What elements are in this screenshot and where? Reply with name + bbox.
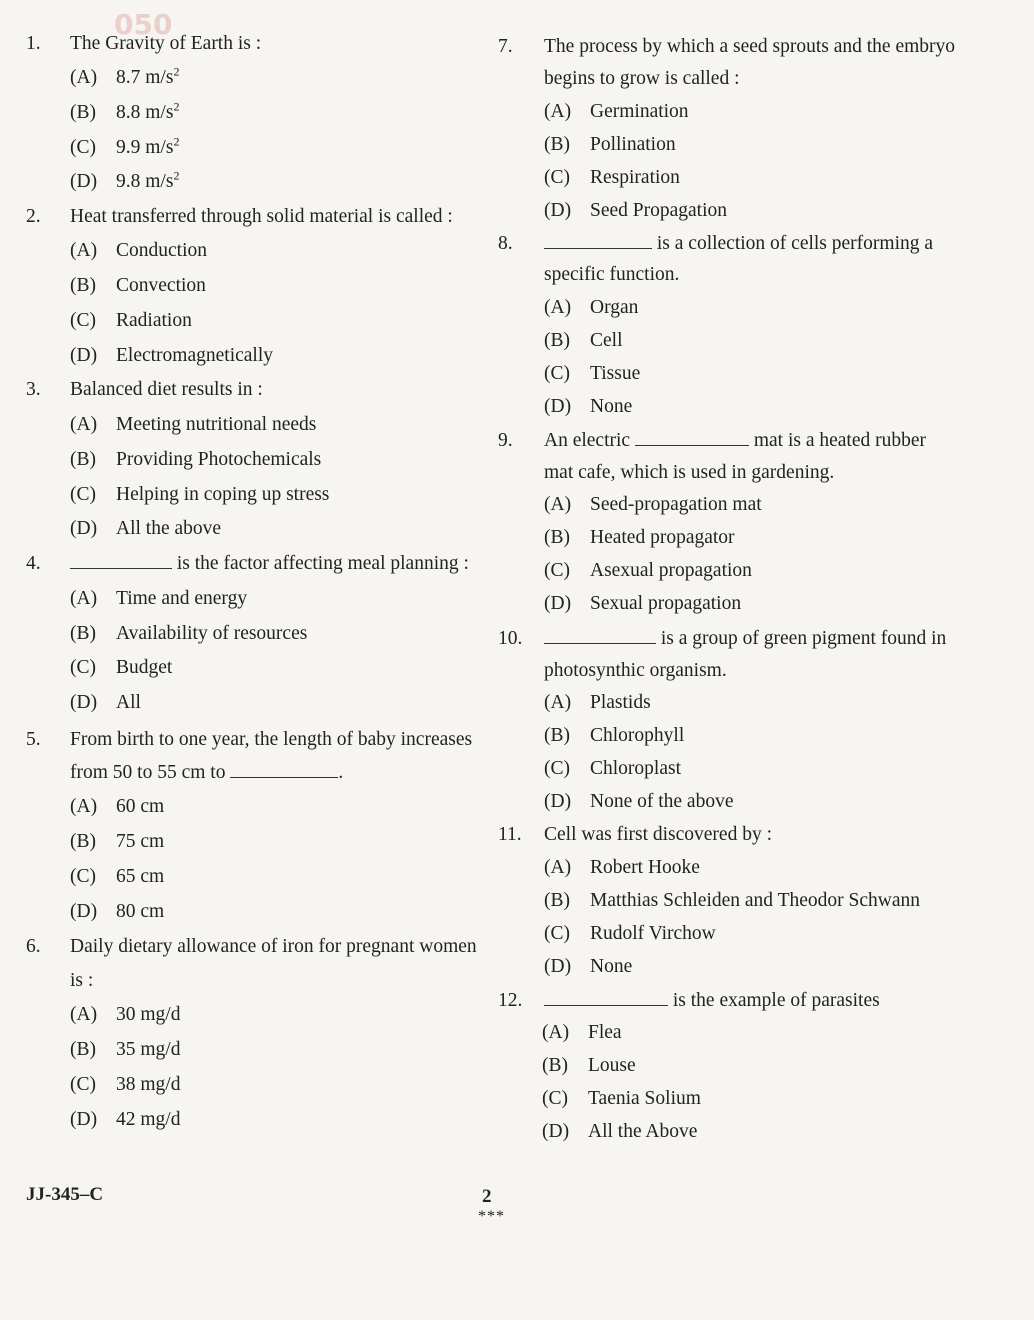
option-2d <box>70 340 273 372</box>
option-4b <box>70 618 307 650</box>
option-label: (C) <box>544 923 570 944</box>
question-text-line2: from 50 to 55 cm to <box>70 762 226 783</box>
option-2b <box>70 270 206 302</box>
option-2c <box>70 305 192 337</box>
option-label: (C) <box>70 310 96 331</box>
option-label: (B) <box>544 527 570 548</box>
option-label: (C) <box>544 363 570 384</box>
paper-code: JJ-345–C <box>26 1184 104 1205</box>
option-value: 65 cm <box>116 866 165 887</box>
option-label: (D) <box>544 956 572 977</box>
question-number: 4. <box>26 553 41 574</box>
stamp-mark: 050 <box>114 8 173 41</box>
option-value: 30 mg/d <box>116 1004 181 1025</box>
option-12c <box>542 1083 701 1115</box>
fill-blank <box>230 759 338 778</box>
option-11a <box>544 852 700 884</box>
option-11c <box>544 918 716 950</box>
option-label: (D) <box>70 1109 98 1130</box>
option-label: (B) <box>544 725 570 746</box>
option-label: (D) <box>544 396 572 417</box>
option-value: Meeting nutritional needs <box>116 414 317 435</box>
fill-blank <box>544 230 652 249</box>
option-label: (C) <box>544 758 570 779</box>
question-text: The process by which a seed sprouts and the embryo <box>544 36 956 57</box>
option-label: (B) <box>544 134 570 155</box>
question-text: Balanced diet results in : <box>70 379 263 400</box>
option-12a <box>542 1017 622 1049</box>
fill-blank <box>635 427 749 446</box>
question-number: 5. <box>26 729 41 750</box>
option-value: 42 mg/d <box>116 1109 181 1130</box>
option-value: 38 mg/d <box>116 1074 181 1095</box>
option-1a <box>70 62 179 94</box>
question-text-line2: photosynthic organism. <box>544 660 727 681</box>
option-10b <box>544 720 684 752</box>
option-value: Electromagnetically <box>116 345 274 366</box>
option-7a <box>544 96 689 128</box>
option-label: (B) <box>544 330 570 351</box>
question-text: is the factor affecting meal planning : <box>176 553 469 574</box>
option-10a <box>544 687 651 719</box>
question-text-mid: mat is a heated rubber <box>753 430 927 451</box>
question-number: 1. <box>26 33 41 54</box>
option-label: (C) <box>70 657 96 678</box>
option-label: (A) <box>544 101 572 122</box>
option-3b <box>70 444 321 476</box>
option-label: (C) <box>70 866 96 887</box>
option-value: 35 mg/d <box>116 1039 181 1060</box>
option-6d <box>70 1104 180 1136</box>
option-value: Respiration <box>590 167 680 188</box>
option-label: (D) <box>70 518 98 539</box>
option-value: Asexual propagation <box>590 560 752 581</box>
option-value: Plastids <box>590 692 651 713</box>
option-7b <box>544 129 676 161</box>
question-text: Cell was first discovered by : <box>544 824 772 845</box>
question-text-line2: mat cafe, which is used in gardening. <box>544 462 835 483</box>
option-label: (D) <box>70 692 98 713</box>
question-text-line2: specific function. <box>544 264 680 285</box>
question-number: 11. <box>498 824 522 845</box>
option-label: (A) <box>70 240 98 261</box>
option-value: Seed Propagation <box>590 200 728 221</box>
question-text: Heat transferred through solid material is called : <box>70 206 453 227</box>
option-label: (B) <box>70 275 96 296</box>
option-3a <box>70 409 316 441</box>
option-12b <box>542 1050 636 1082</box>
option-label: (D) <box>544 200 572 221</box>
option-value: Availability of resources <box>116 623 308 644</box>
option-value: Heated propagator <box>590 527 735 548</box>
option-value: Time and energy <box>116 588 248 609</box>
question-text: The Gravity of Earth is : <box>70 33 262 54</box>
option-4c <box>70 652 172 684</box>
question-number: 10. <box>498 628 523 649</box>
option-value: Conduction <box>116 240 207 261</box>
question-text-line2: is : <box>70 970 94 991</box>
option-value: 80 cm <box>116 901 165 922</box>
page-number: 2 <box>482 1186 492 1207</box>
option-9d <box>544 588 741 620</box>
option-value: Radiation <box>116 310 192 331</box>
option-label: (B) <box>542 1055 568 1076</box>
option-7c <box>544 162 680 194</box>
question-text: An electric <box>544 430 631 451</box>
option-8c <box>544 358 640 390</box>
option-label: (D) <box>70 901 98 922</box>
option-value: Germination <box>590 101 689 122</box>
question-number: 2. <box>26 206 41 227</box>
option-label: (A) <box>70 796 98 817</box>
option-value: Robert Hooke <box>590 857 700 878</box>
option-label: (D) <box>70 171 98 192</box>
option-value: 60 cm <box>116 796 165 817</box>
option-label: (B) <box>70 449 96 470</box>
fill-blank <box>544 987 668 1006</box>
question-text-line2: begins to grow is called : <box>544 68 740 89</box>
option-value: 8.7 m/s <box>116 67 174 88</box>
option-value: Matthias Schleiden and Theodor Schwann <box>590 890 920 911</box>
question-number: 3. <box>26 379 41 400</box>
option-value: Pollination <box>590 134 676 155</box>
option-value: Louse <box>588 1055 636 1076</box>
option-label: (A) <box>70 67 98 88</box>
option-label: (B) <box>70 102 96 123</box>
option-9a <box>544 489 762 521</box>
option-label: (A) <box>544 857 572 878</box>
option-label: (C) <box>70 484 96 505</box>
option-10c <box>544 753 681 785</box>
option-5d <box>70 896 164 928</box>
option-label: (D) <box>542 1121 570 1142</box>
option-5b <box>70 826 164 858</box>
question-number: 8. <box>498 233 513 254</box>
question-number: 9. <box>498 430 513 451</box>
option-5a <box>70 791 164 823</box>
question-text: Daily dietary allowance of iron for pregnant women <box>70 936 477 957</box>
option-6b <box>70 1034 180 1066</box>
question-end: . <box>338 762 344 783</box>
option-label: (C) <box>544 560 570 581</box>
option-value: Budget <box>116 657 173 678</box>
option-10d <box>544 786 734 818</box>
option-value: 9.8 m/s <box>116 171 174 192</box>
option-5c <box>70 861 164 893</box>
question-text: is a group of green pigment found in <box>660 628 947 649</box>
option-3d <box>70 513 221 545</box>
option-value: Seed-propagation mat <box>590 494 762 515</box>
option-label: (B) <box>544 890 570 911</box>
option-value: Rudolf Virchow <box>590 923 716 944</box>
option-label: (B) <box>70 831 96 852</box>
superscript: 2 <box>173 168 180 183</box>
option-value: 75 cm <box>116 831 165 852</box>
option-value: All the Above <box>588 1121 698 1142</box>
option-9c <box>544 555 752 587</box>
option-label: (D) <box>544 593 572 614</box>
option-2a <box>70 235 207 267</box>
option-6c <box>70 1069 180 1101</box>
option-label: (A) <box>70 1004 98 1025</box>
fill-blank <box>544 625 656 644</box>
option-8d <box>544 391 632 423</box>
option-label: (A) <box>70 414 98 435</box>
option-value: Flea <box>588 1022 622 1043</box>
option-value: Cell <box>590 330 623 351</box>
option-1d <box>70 166 179 198</box>
fill-blank <box>70 550 172 569</box>
option-1c <box>70 132 179 164</box>
question-number: 12. <box>498 990 523 1011</box>
option-label: (A) <box>544 692 572 713</box>
option-label: (A) <box>544 494 572 515</box>
option-value: 9.9 m/s <box>116 137 174 158</box>
option-value: Helping in coping up stress <box>116 484 330 505</box>
option-label: (D) <box>544 791 572 812</box>
option-label: (C) <box>544 167 570 188</box>
option-value: All <box>116 692 141 713</box>
option-12d <box>542 1116 697 1148</box>
option-8b <box>544 325 623 357</box>
option-4d <box>70 687 141 719</box>
option-4a <box>70 583 247 615</box>
option-label: (C) <box>70 1074 96 1095</box>
option-label: (D) <box>70 345 98 366</box>
option-7d <box>544 195 727 227</box>
option-value: Sexual propagation <box>590 593 742 614</box>
option-value: Chlorophyll <box>590 725 685 746</box>
footer-stars: *** <box>478 1208 505 1225</box>
option-label: (B) <box>70 1039 96 1060</box>
option-8a <box>544 292 638 324</box>
option-value: All the above <box>116 518 222 539</box>
option-3c <box>70 479 329 511</box>
option-11d <box>544 951 632 983</box>
option-label: (A) <box>544 297 572 318</box>
option-11b <box>544 885 920 917</box>
option-label: (A) <box>70 588 98 609</box>
option-value: Providing Photochemicals <box>116 449 322 470</box>
option-value: None <box>590 956 633 977</box>
question-text: is a collection of cells performing a <box>656 233 934 254</box>
option-value: None <box>590 396 633 417</box>
superscript: 2 <box>173 99 180 114</box>
question-number: 7. <box>498 36 513 57</box>
option-9b <box>544 522 735 554</box>
option-label: (A) <box>542 1022 570 1043</box>
option-value: Tissue <box>590 363 641 384</box>
option-label: (B) <box>70 623 96 644</box>
question-text: is the example of parasites <box>672 990 880 1011</box>
question-number: 6. <box>26 936 41 957</box>
question-text: From birth to one year, the length of baby increases <box>70 729 473 750</box>
option-label: (C) <box>70 137 96 158</box>
option-value: 8.8 m/s <box>116 102 174 123</box>
option-value: Chloroplast <box>590 758 681 779</box>
option-value: None of the above <box>590 791 734 812</box>
option-6a <box>70 999 180 1031</box>
superscript: 2 <box>173 64 180 79</box>
option-value: Convection <box>116 275 206 296</box>
option-label: (C) <box>542 1088 568 1109</box>
option-1b <box>70 97 179 129</box>
option-value: Taenia Solium <box>588 1088 701 1109</box>
superscript: 2 <box>173 134 180 149</box>
option-value: Organ <box>590 297 639 318</box>
